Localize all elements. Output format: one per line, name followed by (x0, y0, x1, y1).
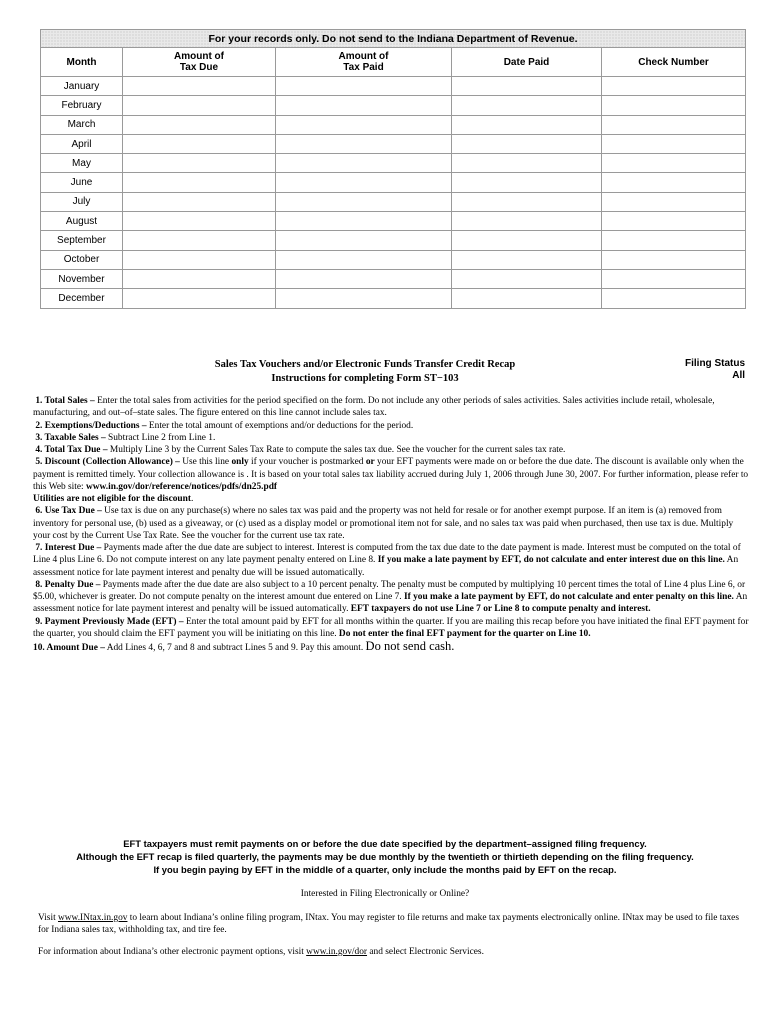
header-date-paid: Date Paid (452, 48, 602, 77)
month-label: March (41, 115, 123, 134)
month-row (41, 173, 746, 192)
instruction-line-10: 10. Amount Due – Add Lines 4, 6, 7 and 8 and subtract Lines 5 and 9. Pay this amount. Do not send cash. (33, 639, 455, 653)
month-row (41, 96, 746, 115)
filing-status-label: Filing Status (685, 358, 745, 369)
check-number-cell[interactable] (602, 269, 746, 288)
form-title (120, 358, 610, 386)
eft-notice (40, 837, 730, 876)
month-label: February (41, 96, 123, 115)
eft-notice-line-1: EFT taxpayers must remit payments on or before the due date specified by the department–assigned filing frequency. (123, 838, 647, 849)
records-table (40, 29, 746, 309)
month-row (41, 134, 746, 153)
month-label: July (41, 192, 123, 211)
check-number-cell[interactable] (602, 96, 746, 115)
tax-due-cell[interactable] (123, 192, 276, 211)
tax-paid-cell[interactable] (276, 192, 452, 211)
tax-paid-cell[interactable] (276, 250, 452, 269)
month-row (41, 77, 746, 96)
date-paid-cell[interactable] (452, 289, 602, 308)
tax-due-cell[interactable] (123, 250, 276, 269)
dor-link[interactable]: www.in.gov/dor (306, 947, 368, 957)
tax-due-cell[interactable] (123, 212, 276, 231)
month-row (41, 269, 746, 288)
tax-due-cell[interactable] (123, 134, 276, 153)
online-heading: Interested in Filing Electronically or Online? (300, 889, 470, 899)
month-label: September (41, 231, 123, 250)
intax-paragraph: Visit www.INtax.in.gov to learn about Indiana’s online filing program, INtax. You may register to file returns and make tax payments electronically online. INtax may be used to file taxes for Indiana sales tax, withholding tax, and tire fee. (38, 913, 739, 936)
check-number-cell[interactable] (602, 77, 746, 96)
tax-due-cell[interactable] (123, 115, 276, 134)
filing-status (685, 358, 745, 382)
date-paid-cell[interactable] (452, 192, 602, 211)
tax-due-cell[interactable] (123, 173, 276, 192)
discount-notice-url: www.in.gov/dor/reference/notices/pdfs/dn25.pdf (85, 481, 278, 492)
header-check-number: Check Number (602, 48, 746, 77)
check-number-cell[interactable] (602, 134, 746, 153)
date-paid-cell[interactable] (452, 250, 602, 269)
tax-paid-cell[interactable] (276, 115, 452, 134)
month-label: November (41, 269, 123, 288)
title-line-1: Sales Tax Vouchers and/or Electronic Funds Transfer Credit Recap (214, 359, 516, 370)
instruction-line-6: 6. Use Tax Due – Use tax is due on any purchase(s) where no sales tax was paid and the property was not held for resale or for another exempt purpose. If an item is (a) removed from inventory for personal use, (b) used as a giveaway, or (c) used as a display model or promotional item not for sale, and no sales tax was paid when purchased, then use tax is due. Multiply your cost by the Current Use Tax Rate. See the voucher for the current use tax rate. (33, 506, 734, 541)
eft-notice-line-2: Although the EFT recap is filed quarterly, the payments may be due monthly by the twentieth or thirtieth depending on the filing frequency. (76, 851, 694, 862)
check-number-cell[interactable] (602, 250, 746, 269)
check-number-cell[interactable] (602, 154, 746, 173)
month-label: January (41, 77, 123, 96)
tax-due-cell[interactable] (123, 289, 276, 308)
tax-paid-cell[interactable] (276, 77, 452, 96)
check-number-cell[interactable] (602, 173, 746, 192)
tax-paid-cell[interactable] (276, 231, 452, 250)
month-row (41, 192, 746, 211)
tax-paid-cell[interactable] (276, 134, 452, 153)
date-paid-cell[interactable] (452, 154, 602, 173)
tax-due-cell[interactable] (123, 96, 276, 115)
eft-notice-line-3: If you begin paying by EFT in the middle of a quarter, only include the months paid by EFT on the recap. (153, 864, 617, 875)
date-paid-cell[interactable] (452, 231, 602, 250)
check-number-cell[interactable] (602, 231, 746, 250)
tax-paid-cell[interactable] (276, 289, 452, 308)
instruction-line-8: 8. Penalty Due – Payments made after the due date are also subject to a 10 percent penalty. The penalty must be computed by multiplying 10 percent times the total of Line 4 plus Line 6, or $5.00, whichever is greater. Do not compute penalty on the interest amount due entered on Line 7. If you make a late payment by EFT, do not calculate and enter penalty on this line. An assessment notice for late payment interest and penalty will be issued automatically. EFT taxpayers do not use Line 7 or Line 8 to compute penalty and interest. (33, 579, 748, 615)
month-row (41, 212, 746, 231)
month-label: May (41, 154, 123, 173)
instruction-line-4: 4. Total Tax Due – Multiply Line 3 by the Current Sales Tax Rate to compute the sales tax due. See the voucher for the current sales tax rate. (35, 445, 566, 455)
month-label: October (41, 250, 123, 269)
instruction-line-7: 7. Interest Due – Payments made after the due date are subject to interest. Interest is computed from the tax due date to the date payment is made. Interest must be computed on the total of Line 4 plus Line 6. Do not compute interest on any late payment penalty entered on Line 8. If you make a late payment by EFT, do not calculate and enter interest due on this line. An assessment notice for late payment interest and penalty due will be issued automatically. (33, 543, 741, 578)
tax-due-cell[interactable] (123, 269, 276, 288)
month-label: April (41, 134, 123, 153)
month-row (41, 289, 746, 308)
filing-status-value: All (732, 370, 745, 381)
check-number-cell[interactable] (602, 212, 746, 231)
month-row (41, 115, 746, 134)
tax-due-cell[interactable] (123, 77, 276, 96)
month-row (41, 154, 746, 173)
title-line-2: Instructions for completing Form ST−103 (271, 373, 459, 384)
header-amount-due: Amount of Tax Due (123, 48, 276, 77)
month-label: December (41, 289, 123, 308)
tax-paid-cell[interactable] (276, 96, 452, 115)
month-row (41, 250, 746, 269)
header-month: Month (41, 48, 123, 77)
month-row (41, 231, 746, 250)
date-paid-cell[interactable] (452, 212, 602, 231)
check-number-cell[interactable] (602, 289, 746, 308)
instructions (33, 395, 749, 654)
instruction-line-1: 1. Total Sales – Enter the total sales from activities for the period specified on the form. Do not include any other periods of sales activities. Sales activities include retail, wholesale, manufacturing, and out–of–state sales. The figure entered on this line cannot include sales tax. (33, 396, 715, 419)
date-paid-cell[interactable] (452, 134, 602, 153)
tax-paid-cell[interactable] (276, 154, 452, 173)
records-banner: For your records only. Do not send to the Indiana Department of Revenue. (41, 30, 746, 48)
tax-paid-cell[interactable] (276, 173, 452, 192)
date-paid-cell[interactable] (452, 269, 602, 288)
tax-due-cell[interactable] (123, 154, 276, 173)
tax-due-cell[interactable] (123, 231, 276, 250)
header-amount-paid: Amount of Tax Paid (276, 48, 452, 77)
date-paid-cell[interactable] (452, 173, 602, 192)
other-payment-paragraph: For information about Indiana’s other electronic payment options, visit www.in.gov/dor and select Electronic Services. (38, 947, 484, 957)
check-number-cell[interactable] (602, 115, 746, 134)
date-paid-cell[interactable] (452, 115, 602, 134)
instruction-line-2: 2. Exemptions/Deductions – Enter the total amount of exemptions and/or deductions for the period. (35, 420, 414, 431)
check-number-cell[interactable] (602, 192, 746, 211)
instruction-line-9: 9. Payment Previously Made (EFT) – Enter the total amount paid by EFT for all months within the quarter. If you are mailing this recap before you have initiated the final EFT payment for the quarter, you should claim the EFT payment you will be initiating on this line. Do not enter the final EFT payment for the quarter on Line 10. (33, 616, 749, 639)
tax-paid-cell[interactable] (276, 212, 452, 231)
date-paid-cell[interactable] (452, 96, 602, 115)
instruction-line-5: 5. Discount (Collection Allowance) – Use this line only if your voucher is postmarked or your EFT payments were made on or before the due date. The discount is available only when the payment is remitted timely. Your collection allowance is . It is based on your total sales tax liability accrued during July 1, 2006 through June 30, 2007. For further information, please refer to this Web site: www.in.gov/dor/reference/notices/pdfs/dn25.pdf Utilities are not eligible for the discount. (33, 457, 749, 504)
intax-link[interactable]: www.INtax.in.gov (58, 913, 128, 923)
date-paid-cell[interactable] (452, 77, 602, 96)
tax-paid-cell[interactable] (276, 269, 452, 288)
instruction-line-3: 3. Taxable Sales – Subtract Line 2 from Line 1. (35, 432, 216, 443)
month-label: June (41, 173, 123, 192)
month-label: August (41, 212, 123, 231)
